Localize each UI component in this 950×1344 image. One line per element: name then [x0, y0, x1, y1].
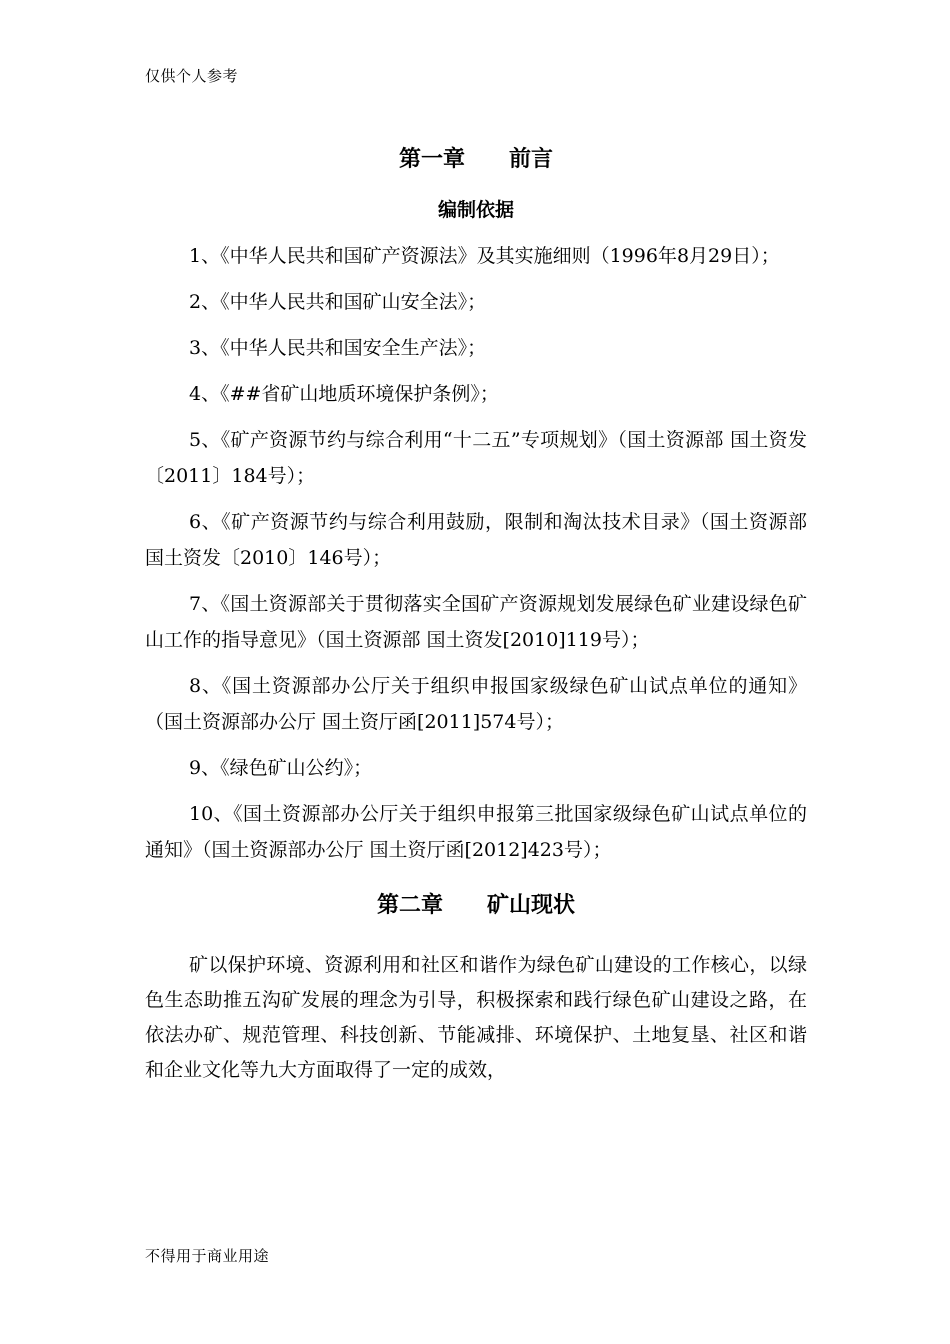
basis-item-4: 4、《##省矿山地质环境保护条例》； — [189, 383, 499, 405]
basis-item-6: 6、《矿产资源节约与综合利用鼓励，限制和淘汰技术目录》（国土资源部 国土资发〔2010〕146号）； — [145, 511, 807, 569]
basis-item-5: 5、《矿产资源节约与综合利用“十二五”专项规划》（国土资源部 国土资发〔2011〕184号）； — [145, 429, 807, 487]
header-note: 仅供个人参考 — [145, 67, 239, 85]
section-title-basis: 编制依据 — [437, 199, 514, 221]
basis-item-3: 3、《中华人民共和国安全生产法》； — [189, 337, 487, 359]
footer-note: 不得用于商业用途 — [145, 1247, 270, 1265]
basis-item-7: 7、《国土资源部关于贯彻落实全国矿产资源规划发展绿色矿业建设绿色矿山工作的指导意见》（国土资源部 国土资发[2010]119号）； — [145, 593, 807, 651]
basis-item-8: 8、《国土资源部办公厅关于组织申报国家级绿色矿山试点单位的通知》（国土资源部办公厅 国土资厅函[2011]574号）； — [145, 675, 807, 733]
basis-list — [145, 238, 807, 868]
basis-item-2: 2、《中华人民共和国矿山安全法》； — [189, 291, 487, 313]
document-content — [145, 140, 807, 1088]
chapter-1-title: 第一章 前言 — [398, 147, 553, 172]
mine-status-paragraph: 矿以保护环境、资源利用和社区和谐作为绿色矿山建设的工作核心，以绿色生态助推五沟矿发展的理念为引导，积极探索和践行绿色矿山建设之路，在依法办矿、规范管理、科技创新、节能减排、环境保护、土地复垦、社区和谐和企业文化等九大方面取得了一定的成效， — [145, 954, 807, 1081]
basis-item-9: 9、《绿色矿山公约》； — [189, 757, 373, 779]
basis-item-1: 1、《中华人民共和国矿产资源法》及其实施细则（1996年8月29日）； — [189, 245, 780, 267]
basis-item-10: 10、《国土资源部办公厅关于组织申报第三批国家级绿色矿山试点单位的通知》（国土资源部办公厅 国土资厅函[2012]423号）； — [145, 803, 807, 861]
chapter-2-title: 第二章 矿山现状 — [376, 893, 575, 918]
